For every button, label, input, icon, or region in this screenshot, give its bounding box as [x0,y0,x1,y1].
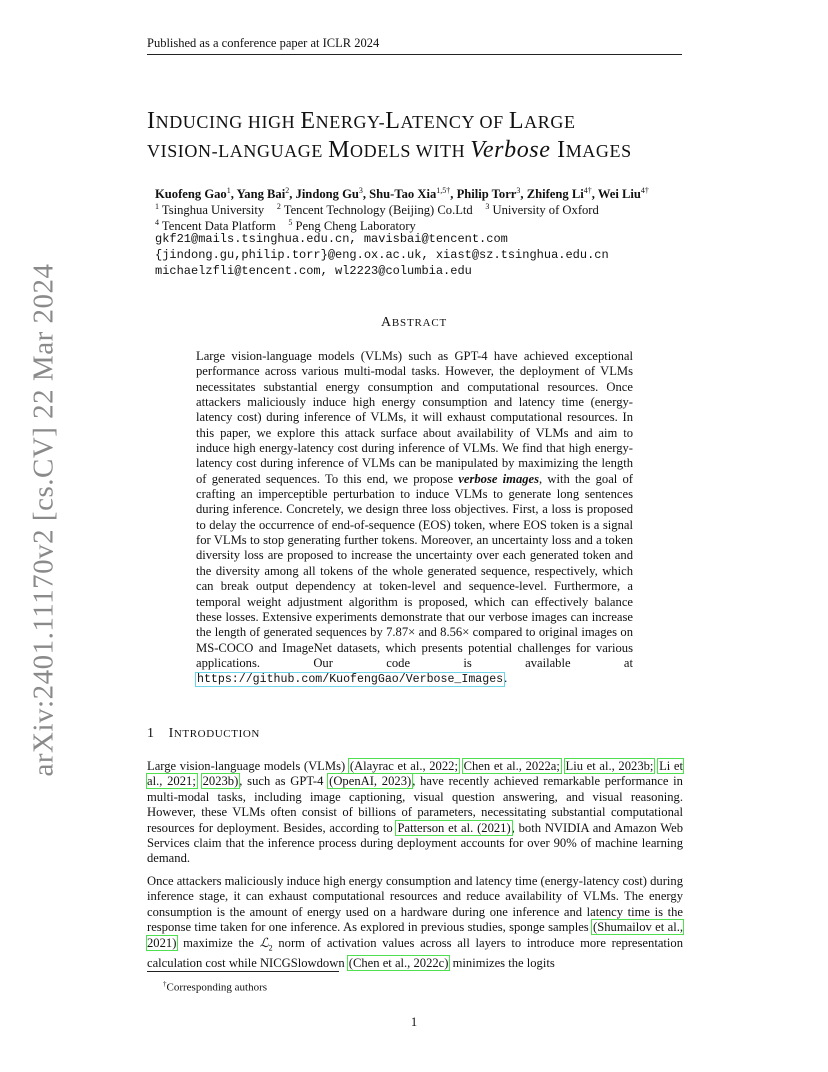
title-line-2: VISION-LANGUAGE MODELS WITH Verbose IMAGES [147,137,632,163]
title-line-1: INDUCING HIGH ENERGY-LATENCY OF LARGE [147,108,576,134]
email-line: michaelzfli@tencent.com, wl2223@columbia.edu [155,264,472,278]
email-line: {jindong.gu,philip.torr}@eng.ox.ac.uk, xiast@sz.tsinghua.edu.cn [155,248,609,262]
code-repository-link[interactable]: https://github.com/KuofengGao/Verbose_Images [197,673,504,687]
page-number: 1 [410,1015,418,1029]
l2-norm-symbol: ℒ [259,935,269,950]
affiliations-line-1: $^1$ Tsinghua University $^2$ Tencent Technology (Beijing) Co.Ltd $^3$ University of Oxford [155,202,599,218]
citation-link[interactable]: Li et al., 2021; [147,759,684,789]
intro-paragraph-2: Once attackers maliciously induce high energy consumption and latency time (energy-latency cost) during inference stage, it can exhaust computational resources and reduce availability of VLMs. The energy consumption is the amount of energy used on a hardware during one inference and latency time is the response time taken for one inference. As explored in previous studies, sponge samples (Shumailov et al., 2021) maximize the ℒ$_2$ norm of activation values across all layers to introduce more representation calculation cost while NICGSlowdown (Chen et al., 2022c) minimizes the logits [147,874,683,970]
citation-link[interactable]: Liu et al., 2023b; [565,759,654,773]
author: Zhifeng $Li^{4\dagger}$, [526,186,598,202]
author: Wei Liu$^{4\dagger}$ [597,186,649,202]
running-head: Published as a conference paper at ICLR 2024 [147,35,682,55]
citation-link[interactable]: (Chen et al., 2022c) [348,955,449,970]
citation-link[interactable]: (Alayrac et al., 2022; [349,759,458,773]
citation-link[interactable]: (Shumailov et al., 2021) [147,920,683,950]
email-line: gkf21@mails.tsinghua.edu.cn, mavisbai@tencent.com [155,232,508,246]
citation-link[interactable]: (OpenAI, 2023) [329,774,412,789]
abstract-heading: ABSTRACT [380,315,448,330]
author-emails [155,231,695,279]
author: Shu-Tao Xia$^{1,5\dagger}$, [369,186,457,202]
author: Kuofeng Gao$^1$, [155,186,237,202]
author: Philip Torr$^3$, [456,186,527,202]
footnote: †Corresponding authors [163,980,268,994]
paper-title [147,107,687,165]
author: Jindong Gu$^3$, [295,186,370,202]
footnote-divider [147,971,339,972]
citation-link[interactable]: Patterson et al. (2021) [397,820,511,835]
affiliations-line-2: $^4$ Tencent Data Platform $^5$ Peng Cheng Laboratory [155,218,416,234]
abstract-body: Large vision-language models (VLMs) such as GPT-4 have achieved exceptional performance across various multi-modal tasks. However, the deployment of VLMs necessitates substantial energy consumption and computational resources. Once attackers maliciously induce high energy consumption and latency time (energy-latency cost) during inference of VLMs, it will exhaust computational resources. In this paper, we explore this attack surface about availability of VLMs and aim to induce high energy-latency cost during inference of VLMs. We find that high energy-latency cost during inference of VLMs can be manipulated by maximizing the length of generated sequences. To this end, we propose verbose images, with the goal of crafting an imperceptible perturbation to induce VLMs to generate long sentences during inference. Concretely, we design three loss objectives. First, a loss is proposed to delay the occurrence of end-of-sequence (EOS) token, where EOS token is a signal for VLMs to stop generating further tokens. Moreover, an uncertainty loss and a token diversity loss are proposed to increase the uncertainty over each generated token and the diversity among all tokens of the whole generated sequence, respectively, which can break output dependency at token-level and sequence-level. Furthermore, a temporal weight adjustment algorithm is proposed, which can effectively balance these losses. Extensive experiments demonstrate that our verbose images can increase the length of generated sequences by 7.87× and 8.56× compared to original images on MS-COCO and ImageNet datasets, which presents potential challenges for various applications. Our code is available at https://github.com/KuofengGao/Verbose_Images. [196,349,633,687]
citation-link[interactable]: 2023b) [202,774,239,789]
introduction-heading: 1 INTRODUCTION [147,726,260,741]
arxiv-identifier-stamp: arXiv:2401.11170v2 [cs.CV] 22 Mar 2024 [27,263,60,777]
intro-paragraph-1: Large vision-language models (VLMs) (Alayrac et al., 2022; Chen et al., 2022a; Liu et al., 2023b; Li et al., 2021; 2023b), such as GPT-4 (OpenAI, 2023), have recently achieved remarkable performance in multi-modal tasks, including image captioning, visual question answering, and visual reasoning. However, these VLMs often consist of billions of parameters, necessitating substantial computational resources for deployment. Besides, according to Patterson et al. (2021), both NVIDIA and Amazon Web Services claim that the inference process during deployment accounts for over 90% of machine learning demand. [147,759,684,866]
verbose-images-emphasis: verbose images [458,471,540,486]
citation-link[interactable]: Chen et al., 2022a; [463,759,560,773]
author: Yang Bai$^2$, [236,186,296,202]
